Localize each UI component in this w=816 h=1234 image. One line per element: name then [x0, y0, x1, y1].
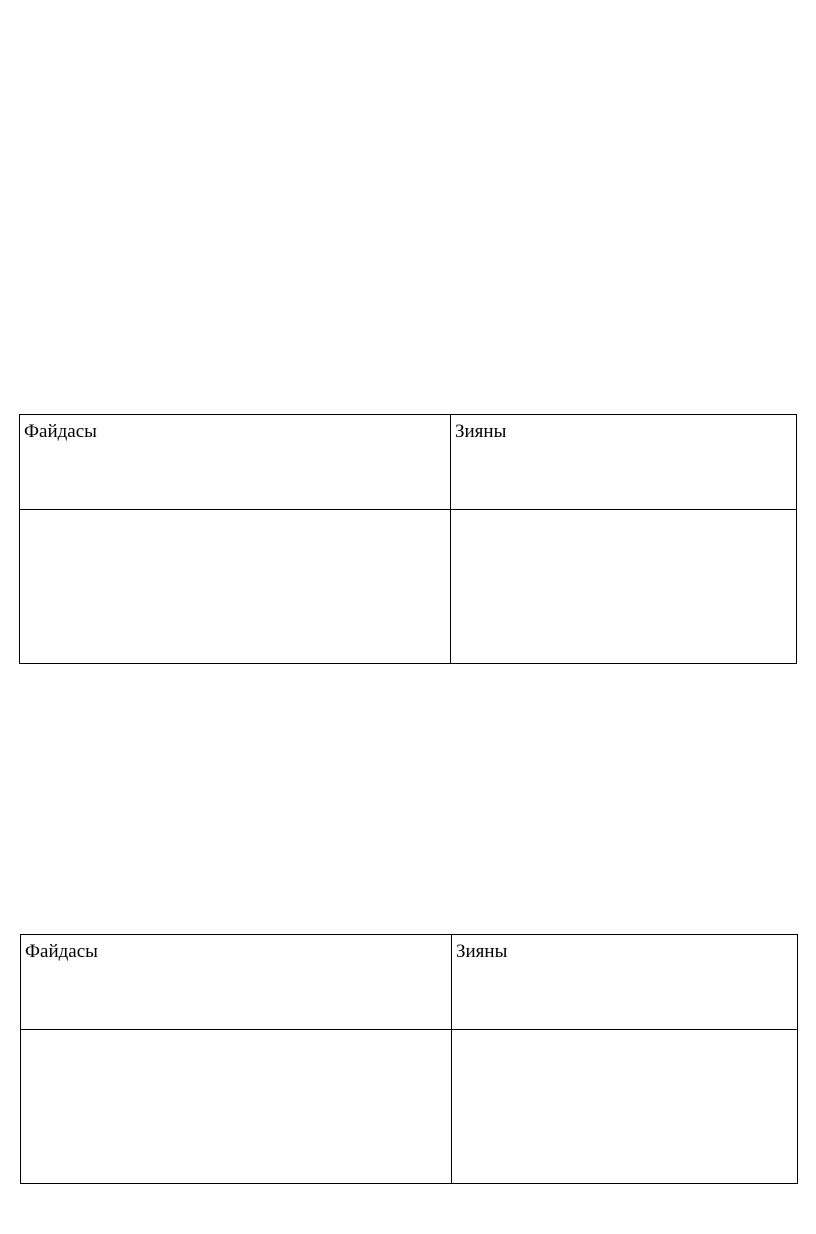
table-row	[20, 510, 797, 664]
header-cell-cons: Зияны	[452, 935, 798, 1030]
pros-answer-cell[interactable]	[21, 1030, 452, 1184]
table-row	[21, 1030, 798, 1184]
pros-cons-table-1	[19, 414, 797, 664]
header-cell-pros: Файдасы	[20, 415, 451, 510]
header-cell-cons: Зияны	[451, 415, 797, 510]
header-cell-pros: Файдасы	[21, 935, 452, 1030]
cons-answer-cell[interactable]	[452, 1030, 798, 1184]
table-header-row	[20, 415, 797, 510]
table-header-row	[21, 935, 798, 1030]
pros-cons-table-2	[20, 934, 798, 1184]
cons-answer-cell[interactable]	[451, 510, 797, 664]
pros-answer-cell[interactable]	[20, 510, 451, 664]
